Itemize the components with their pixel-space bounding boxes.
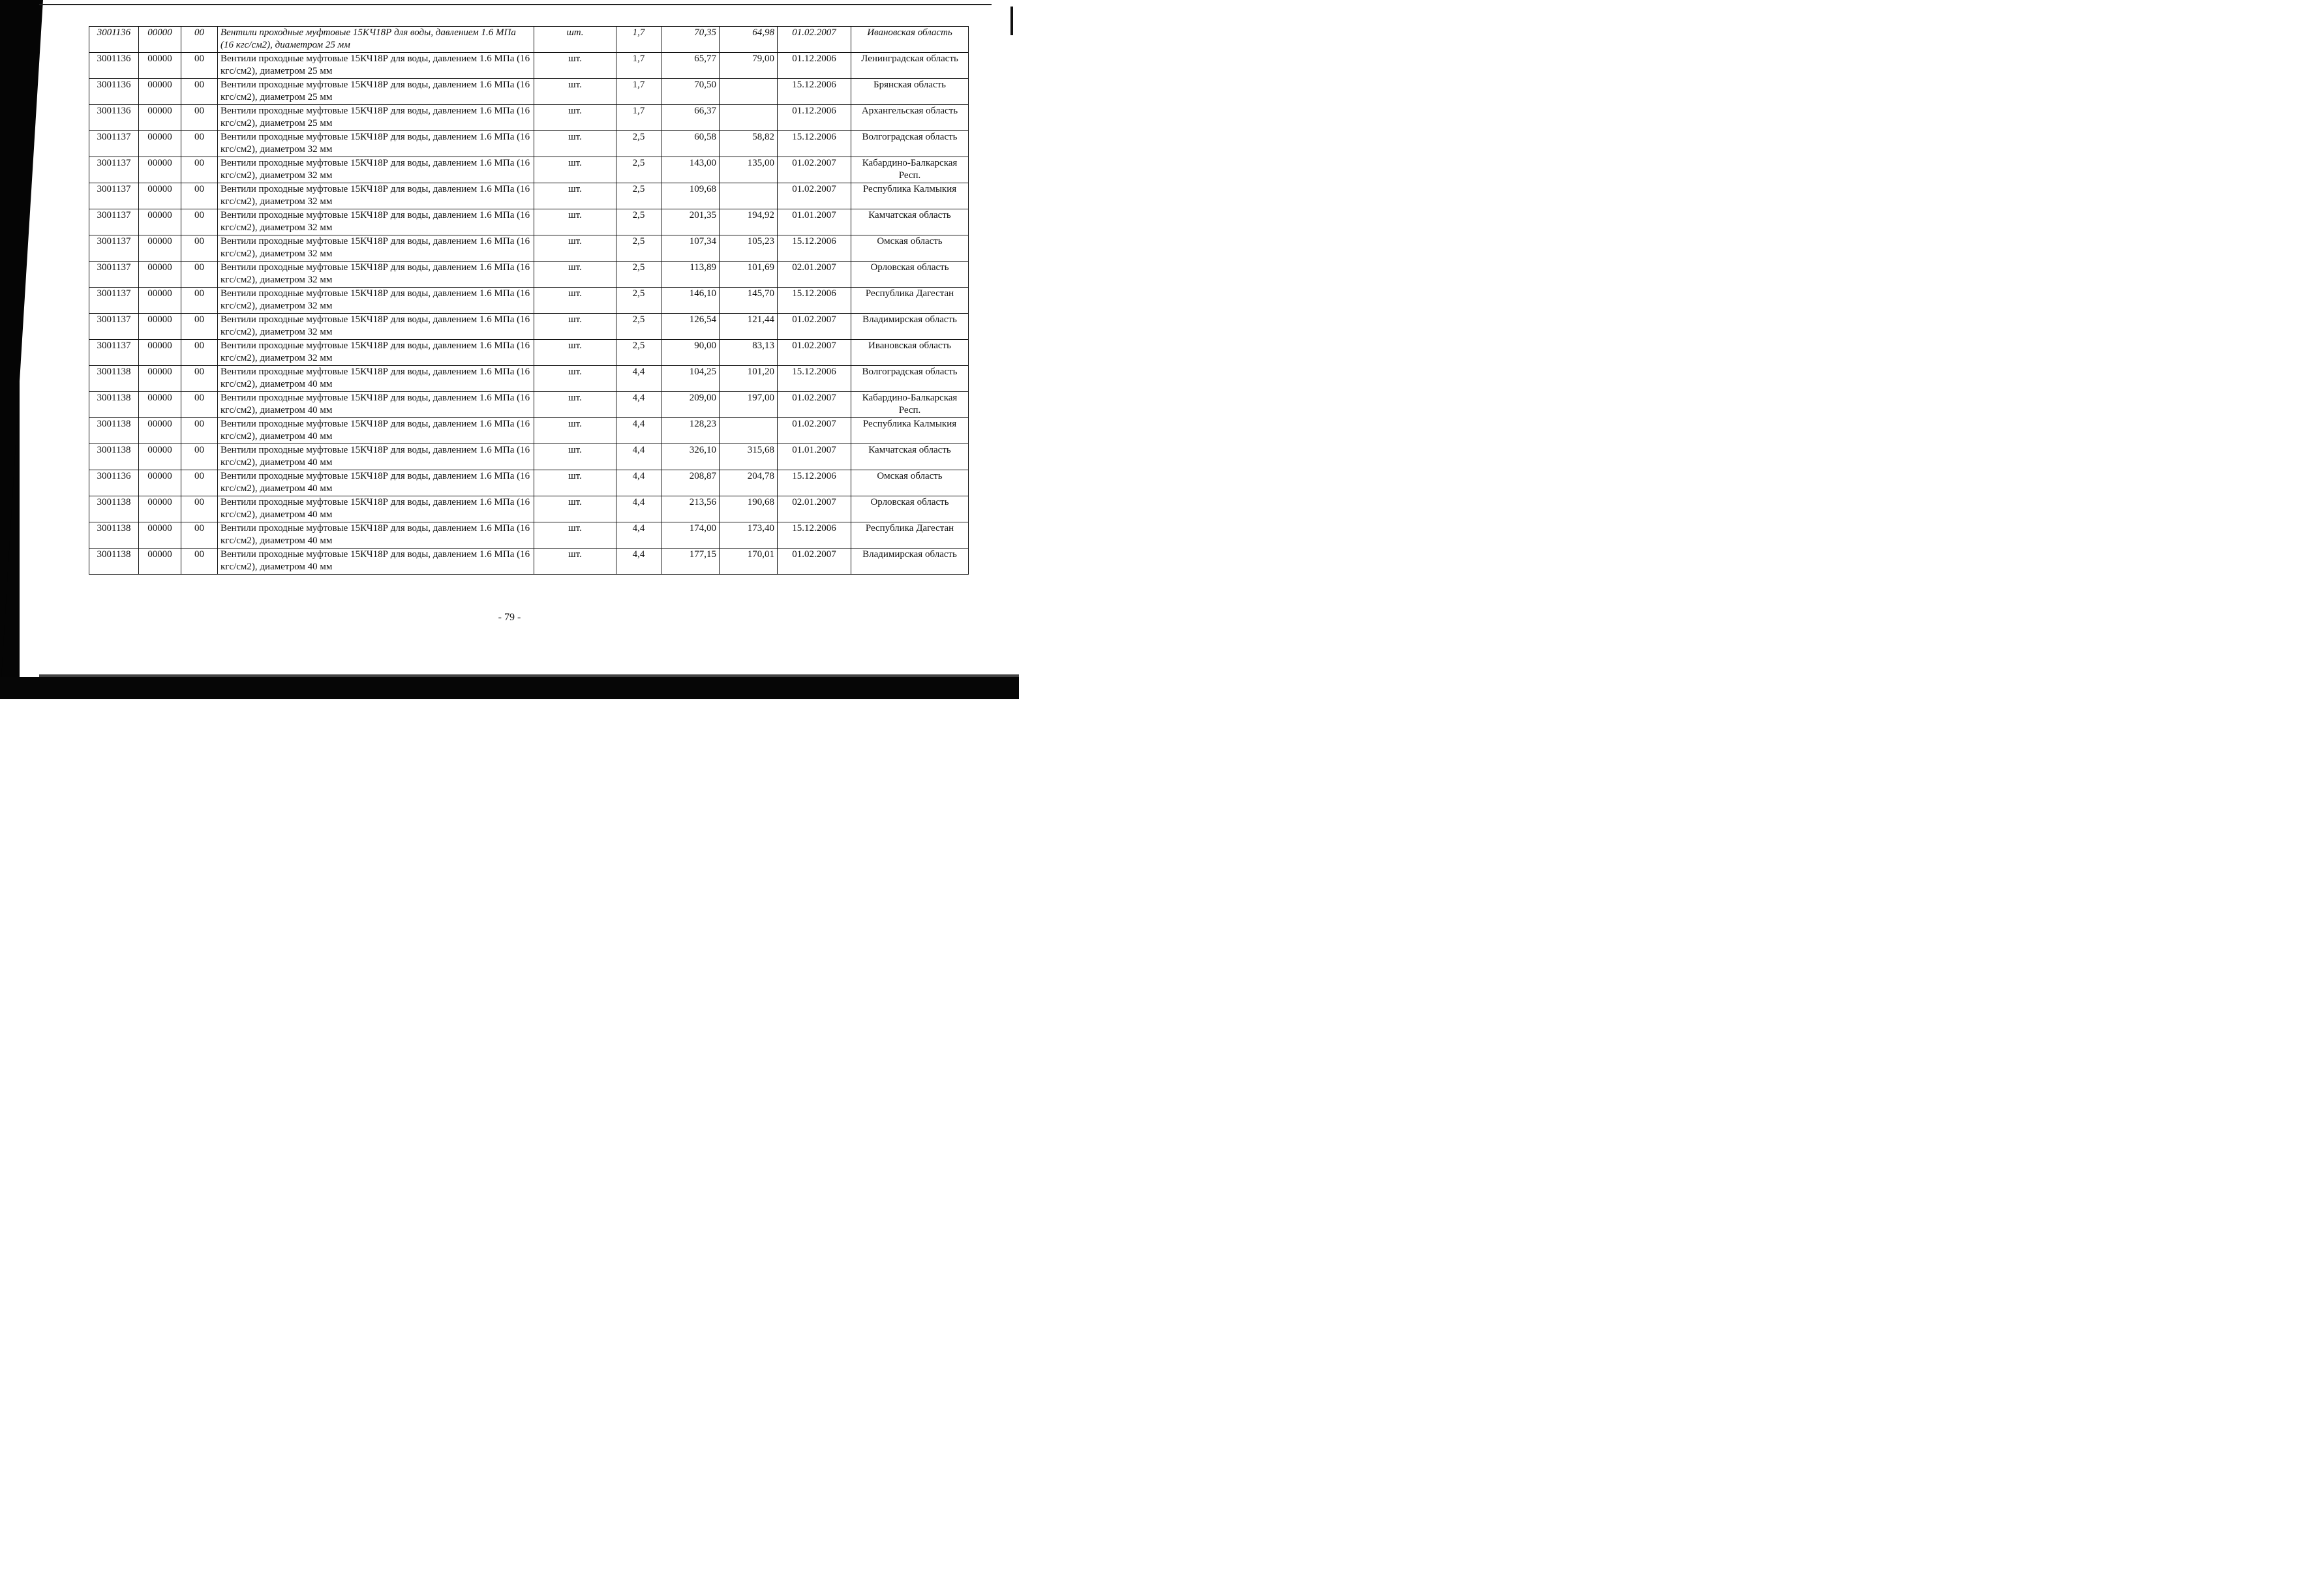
cell-weight: 4,4	[616, 522, 661, 549]
cell-description: Вентили проходные муфтовые 15КЧ18Р для воды, давлением 1.6 МПа (16 кгс/см2), диаметром 25 мм	[218, 79, 534, 105]
table-row	[89, 470, 969, 496]
cell-unit: шт.	[534, 183, 616, 209]
cell-date: 01.12.2006	[778, 105, 851, 131]
cell-subcode: 00000	[139, 418, 181, 444]
cell-region: Волгоградская область	[851, 366, 969, 392]
cell-description: Вентили проходные муфтовые 15КЧ18Р для воды, давлением 1.6 МПа (16 кгс/см2), диаметром 32 мм	[218, 131, 534, 157]
cell-price-2	[720, 418, 778, 444]
cell-unit: шт.	[534, 262, 616, 288]
cell-subcode: 00000	[139, 105, 181, 131]
cell-price-1: 128,23	[661, 418, 720, 444]
cell-subcode: 00000	[139, 262, 181, 288]
table-row	[89, 496, 969, 522]
cell-unit: шт.	[534, 366, 616, 392]
cell-code: 3001138	[89, 522, 139, 549]
cell-weight: 2,5	[616, 209, 661, 235]
cell-description: Вентили проходные муфтовые 15КЧ18Р для воды, давлением 1.6 МПа (16 кгс/см2), диаметром 32 мм	[218, 262, 534, 288]
cell-weight: 2,5	[616, 340, 661, 366]
cell-subcode: 00000	[139, 314, 181, 340]
cell-date: 15.12.2006	[778, 288, 851, 314]
cell-weight: 1,7	[616, 27, 661, 53]
cell-code: 3001138	[89, 549, 139, 575]
cell-weight: 4,4	[616, 444, 661, 470]
cell-unit: шт.	[534, 314, 616, 340]
cell-date: 01.01.2007	[778, 444, 851, 470]
cell-price-1: 143,00	[661, 157, 720, 183]
cell-price-1: 109,68	[661, 183, 720, 209]
cell-price-2: 173,40	[720, 522, 778, 549]
cell-price-2: 170,01	[720, 549, 778, 575]
cell-subcode: 00000	[139, 392, 181, 418]
cell-unit: шт.	[534, 288, 616, 314]
cell-description: Вентили проходные муфтовые 15КЧ18Р для воды, давлением 1.6 МПа (16 кгс/см2), диаметром 40 мм	[218, 444, 534, 470]
scan-right-mark	[1010, 7, 1013, 35]
cell-subcode: 00000	[139, 470, 181, 496]
cell-date: 01.01.2007	[778, 209, 851, 235]
table-row	[89, 157, 969, 183]
table-row	[89, 340, 969, 366]
cell-unit: шт.	[534, 549, 616, 575]
cell-price-1: 213,56	[661, 496, 720, 522]
cell-unit: шт.	[534, 131, 616, 157]
cell-price-1: 126,54	[661, 314, 720, 340]
cell-price-1: 60,58	[661, 131, 720, 157]
cell-description: Вентили проходные муфтовые 15КЧ18Р для воды, давлением 1.6 МПа (16 кгс/см2), диаметром 32 мм	[218, 157, 534, 183]
cell-description: Вентили проходные муфтовые 15КЧ18Р для воды, давлением 1.6 МПа (16 кгс/см2), диаметром 32 мм	[218, 183, 534, 209]
cell-price-1: 104,25	[661, 366, 720, 392]
cell-date: 15.12.2006	[778, 366, 851, 392]
cell-description: Вентили проходные муфтовые 15КЧ18Р для воды, давлением 1.6 МПа (16 кгс/см2), диаметром 32 мм	[218, 235, 534, 262]
cell-region: Камчатская область	[851, 209, 969, 235]
table-row	[89, 131, 969, 157]
cell-variant: 00	[181, 27, 218, 53]
scan-top-edge	[39, 4, 992, 5]
cell-code: 3001137	[89, 288, 139, 314]
cell-variant: 00	[181, 392, 218, 418]
cell-date: 01.02.2007	[778, 549, 851, 575]
cell-weight: 2,5	[616, 288, 661, 314]
cell-code: 3001138	[89, 496, 139, 522]
cell-code: 3001137	[89, 314, 139, 340]
cell-unit: шт.	[534, 522, 616, 549]
page-number: - 79 -	[498, 612, 521, 623]
cell-description: Вентили проходные муфтовые 15КЧ18Р для воды, давлением 1.6 МПа (16 кгс/см2), диаметром 40 мм	[218, 522, 534, 549]
cell-subcode: 00000	[139, 522, 181, 549]
cell-date: 01.12.2006	[778, 53, 851, 79]
cell-price-2: 315,68	[720, 444, 778, 470]
table-row	[89, 314, 969, 340]
cell-price-2: 135,00	[720, 157, 778, 183]
cell-price-2: 64,98	[720, 27, 778, 53]
cell-variant: 00	[181, 79, 218, 105]
cell-subcode: 00000	[139, 53, 181, 79]
cell-variant: 00	[181, 418, 218, 444]
cell-description: Вентили проходные муфтовые 15КЧ18Р для воды, давлением 1.6 МПа (16 кгс/см2), диаметром 40 мм	[218, 470, 534, 496]
scan-left-shadow	[0, 0, 43, 699]
cell-region: Республика Дагестан	[851, 288, 969, 314]
cell-variant: 00	[181, 522, 218, 549]
cell-date: 01.02.2007	[778, 392, 851, 418]
cell-code: 3001137	[89, 262, 139, 288]
cell-date: 01.02.2007	[778, 314, 851, 340]
cell-weight: 2,5	[616, 183, 661, 209]
cell-region: Кабардино-Балкарская Респ.	[851, 392, 969, 418]
cell-code: 3001137	[89, 157, 139, 183]
cell-variant: 00	[181, 314, 218, 340]
cell-region: Омская область	[851, 470, 969, 496]
cell-weight: 1,7	[616, 79, 661, 105]
cell-description: Вентили проходные муфтовые 15КЧ18Р для воды, давлением 1.6 МПа (16 кгс/см2), диаметром 40 мм	[218, 366, 534, 392]
cell-region: Ленинградская область	[851, 53, 969, 79]
cell-description: Вентили проходные муфтовые 15КЧ18Р для воды, давлением 1.6 МПа (16 кгс/см2), диаметром 25 мм	[218, 27, 534, 53]
cell-price-2: 105,23	[720, 235, 778, 262]
cell-code: 3001138	[89, 392, 139, 418]
cell-variant: 00	[181, 53, 218, 79]
cell-code: 3001137	[89, 131, 139, 157]
cell-price-2: 121,44	[720, 314, 778, 340]
cell-description: Вентили проходные муфтовые 15КЧ18Р для воды, давлением 1.6 МПа (16 кгс/см2), диаметром 32 мм	[218, 340, 534, 366]
cell-weight: 2,5	[616, 157, 661, 183]
cell-variant: 00	[181, 366, 218, 392]
cell-price-1: 66,37	[661, 105, 720, 131]
table-row	[89, 105, 969, 131]
cell-code: 3001136	[89, 470, 139, 496]
cell-variant: 00	[181, 105, 218, 131]
cell-description: Вентили проходные муфтовые 15КЧ18Р для воды, давлением 1.6 МПа (16 кгс/см2), диаметром 25 мм	[218, 105, 534, 131]
cell-price-2	[720, 105, 778, 131]
cell-unit: шт.	[534, 209, 616, 235]
cell-description: Вентили проходные муфтовые 15КЧ18Р для воды, давлением 1.6 МПа (16 кгс/см2), диаметром 32 мм	[218, 288, 534, 314]
cell-weight: 1,7	[616, 53, 661, 79]
cell-variant: 00	[181, 549, 218, 575]
cell-region: Владимирская область	[851, 549, 969, 575]
cell-region: Республика Дагестан	[851, 522, 969, 549]
table-row	[89, 209, 969, 235]
cell-date: 02.01.2007	[778, 496, 851, 522]
cell-weight: 4,4	[616, 392, 661, 418]
cell-description: Вентили проходные муфтовые 15КЧ18Р для воды, давлением 1.6 МПа (16 кгс/см2), диаметром 40 мм	[218, 496, 534, 522]
cell-code: 3001138	[89, 366, 139, 392]
cell-unit: шт.	[534, 79, 616, 105]
cell-price-1: 70,50	[661, 79, 720, 105]
cell-description: Вентили проходные муфтовые 15КЧ18Р для воды, давлением 1.6 МПа (16 кгс/см2), диаметром 40 мм	[218, 549, 534, 575]
cell-date: 15.12.2006	[778, 79, 851, 105]
cell-price-1: 70,35	[661, 27, 720, 53]
cell-weight: 4,4	[616, 418, 661, 444]
cell-date: 15.12.2006	[778, 522, 851, 549]
cell-code: 3001136	[89, 27, 139, 53]
cell-variant: 00	[181, 496, 218, 522]
cell-price-1: 146,10	[661, 288, 720, 314]
table-row	[89, 418, 969, 444]
cell-description: Вентили проходные муфтовые 15КЧ18Р для воды, давлением 1.6 МПа (16 кгс/см2), диаметром 32 мм	[218, 314, 534, 340]
cell-description: Вентили проходные муфтовые 15КЧ18Р для воды, давлением 1.6 МПа (16 кгс/см2), диаметром 32 мм	[218, 209, 534, 235]
cell-price-2: 204,78	[720, 470, 778, 496]
cell-subcode: 00000	[139, 157, 181, 183]
cell-region: Волгоградская область	[851, 131, 969, 157]
cell-price-1: 113,89	[661, 262, 720, 288]
cell-date: 15.12.2006	[778, 470, 851, 496]
cell-price-1: 107,34	[661, 235, 720, 262]
cell-date: 01.02.2007	[778, 157, 851, 183]
cell-price-2	[720, 183, 778, 209]
cell-description: Вентили проходные муфтовые 15КЧ18Р для воды, давлением 1.6 МПа (16 кгс/см2), диаметром 40 мм	[218, 392, 534, 418]
cell-unit: шт.	[534, 392, 616, 418]
table-row	[89, 288, 969, 314]
cell-unit: шт.	[534, 470, 616, 496]
cell-description: Вентили проходные муфтовые 15КЧ18Р для воды, давлением 1.6 МПа (16 кгс/см2), диаметром 40 мм	[218, 418, 534, 444]
cell-price-1: 201,35	[661, 209, 720, 235]
cell-date: 01.02.2007	[778, 418, 851, 444]
cell-weight: 4,4	[616, 496, 661, 522]
cell-code: 3001138	[89, 444, 139, 470]
cell-price-2: 101,20	[720, 366, 778, 392]
cell-subcode: 00000	[139, 235, 181, 262]
cell-variant: 00	[181, 262, 218, 288]
cell-price-1: 65,77	[661, 53, 720, 79]
cell-subcode: 00000	[139, 27, 181, 53]
cell-variant: 00	[181, 157, 218, 183]
cell-variant: 00	[181, 288, 218, 314]
cell-price-2: 79,00	[720, 53, 778, 79]
cell-price-1: 326,10	[661, 444, 720, 470]
table-row	[89, 444, 969, 470]
table-row	[89, 183, 969, 209]
cell-unit: шт.	[534, 235, 616, 262]
cell-unit: шт.	[534, 105, 616, 131]
cell-subcode: 00000	[139, 340, 181, 366]
cell-subcode: 00000	[139, 444, 181, 470]
cell-variant: 00	[181, 183, 218, 209]
table-row	[89, 366, 969, 392]
table-row	[89, 27, 969, 53]
cell-price-2: 101,69	[720, 262, 778, 288]
cell-code: 3001137	[89, 209, 139, 235]
table-row	[89, 392, 969, 418]
cell-code: 3001137	[89, 340, 139, 366]
table-row	[89, 549, 969, 575]
scan-bottom-margin	[0, 677, 1019, 699]
cell-date: 02.01.2007	[778, 262, 851, 288]
cell-subcode: 00000	[139, 209, 181, 235]
cell-price-1: 174,00	[661, 522, 720, 549]
table-row	[89, 53, 969, 79]
table-row	[89, 79, 969, 105]
cell-date: 01.02.2007	[778, 340, 851, 366]
cell-region: Кабардино-Балкарская Респ.	[851, 157, 969, 183]
cell-code: 3001138	[89, 418, 139, 444]
cell-unit: шт.	[534, 444, 616, 470]
cell-date: 15.12.2006	[778, 235, 851, 262]
cell-region: Орловская область	[851, 262, 969, 288]
cell-date: 01.02.2007	[778, 27, 851, 53]
cell-price-2: 197,00	[720, 392, 778, 418]
cell-unit: шт.	[534, 27, 616, 53]
cell-code: 3001136	[89, 79, 139, 105]
cell-region: Брянская область	[851, 79, 969, 105]
cell-subcode: 00000	[139, 288, 181, 314]
cell-code: 3001137	[89, 235, 139, 262]
cell-variant: 00	[181, 470, 218, 496]
cell-weight: 1,7	[616, 105, 661, 131]
cell-subcode: 00000	[139, 131, 181, 157]
cell-code: 3001136	[89, 53, 139, 79]
cell-region: Камчатская область	[851, 444, 969, 470]
cell-weight: 2,5	[616, 235, 661, 262]
cell-subcode: 00000	[139, 79, 181, 105]
cell-variant: 00	[181, 209, 218, 235]
cell-price-2: 58,82	[720, 131, 778, 157]
cell-region: Ивановская область	[851, 340, 969, 366]
cell-unit: шт.	[534, 53, 616, 79]
cell-weight: 4,4	[616, 470, 661, 496]
cell-region: Республика Калмыкия	[851, 418, 969, 444]
cell-subcode: 00000	[139, 366, 181, 392]
cell-unit: шт.	[534, 340, 616, 366]
cell-description: Вентили проходные муфтовые 15КЧ18Р для воды, давлением 1.6 МПа (16 кгс/см2), диаметром 25 мм	[218, 53, 534, 79]
cell-code: 3001137	[89, 183, 139, 209]
cell-price-2: 83,13	[720, 340, 778, 366]
cell-variant: 00	[181, 444, 218, 470]
cell-weight: 2,5	[616, 262, 661, 288]
cell-variant: 00	[181, 131, 218, 157]
table-row	[89, 522, 969, 549]
cell-weight: 4,4	[616, 549, 661, 575]
cell-price-2	[720, 79, 778, 105]
cell-unit: шт.	[534, 496, 616, 522]
cell-price-1: 177,15	[661, 549, 720, 575]
table-row	[89, 235, 969, 262]
cell-date: 01.02.2007	[778, 183, 851, 209]
cell-region: Республика Калмыкия	[851, 183, 969, 209]
table-row	[89, 262, 969, 288]
cell-region: Ивановская область	[851, 27, 969, 53]
cell-weight: 2,5	[616, 131, 661, 157]
cell-price-1: 208,87	[661, 470, 720, 496]
cell-date: 15.12.2006	[778, 131, 851, 157]
cell-variant: 00	[181, 340, 218, 366]
cell-code: 3001136	[89, 105, 139, 131]
cell-price-2: 190,68	[720, 496, 778, 522]
cell-region: Владимирская область	[851, 314, 969, 340]
cell-region: Омская область	[851, 235, 969, 262]
price-table	[89, 26, 969, 575]
cell-unit: шт.	[534, 157, 616, 183]
cell-price-1: 209,00	[661, 392, 720, 418]
cell-subcode: 00000	[139, 496, 181, 522]
cell-price-1: 90,00	[661, 340, 720, 366]
cell-weight: 2,5	[616, 314, 661, 340]
cell-unit: шт.	[534, 418, 616, 444]
cell-subcode: 00000	[139, 549, 181, 575]
cell-region: Архангельская область	[851, 105, 969, 131]
cell-region: Орловская область	[851, 496, 969, 522]
cell-variant: 00	[181, 235, 218, 262]
cell-subcode: 00000	[139, 183, 181, 209]
cell-price-2: 194,92	[720, 209, 778, 235]
cell-price-2: 145,70	[720, 288, 778, 314]
table-body	[89, 27, 969, 575]
cell-weight: 4,4	[616, 366, 661, 392]
